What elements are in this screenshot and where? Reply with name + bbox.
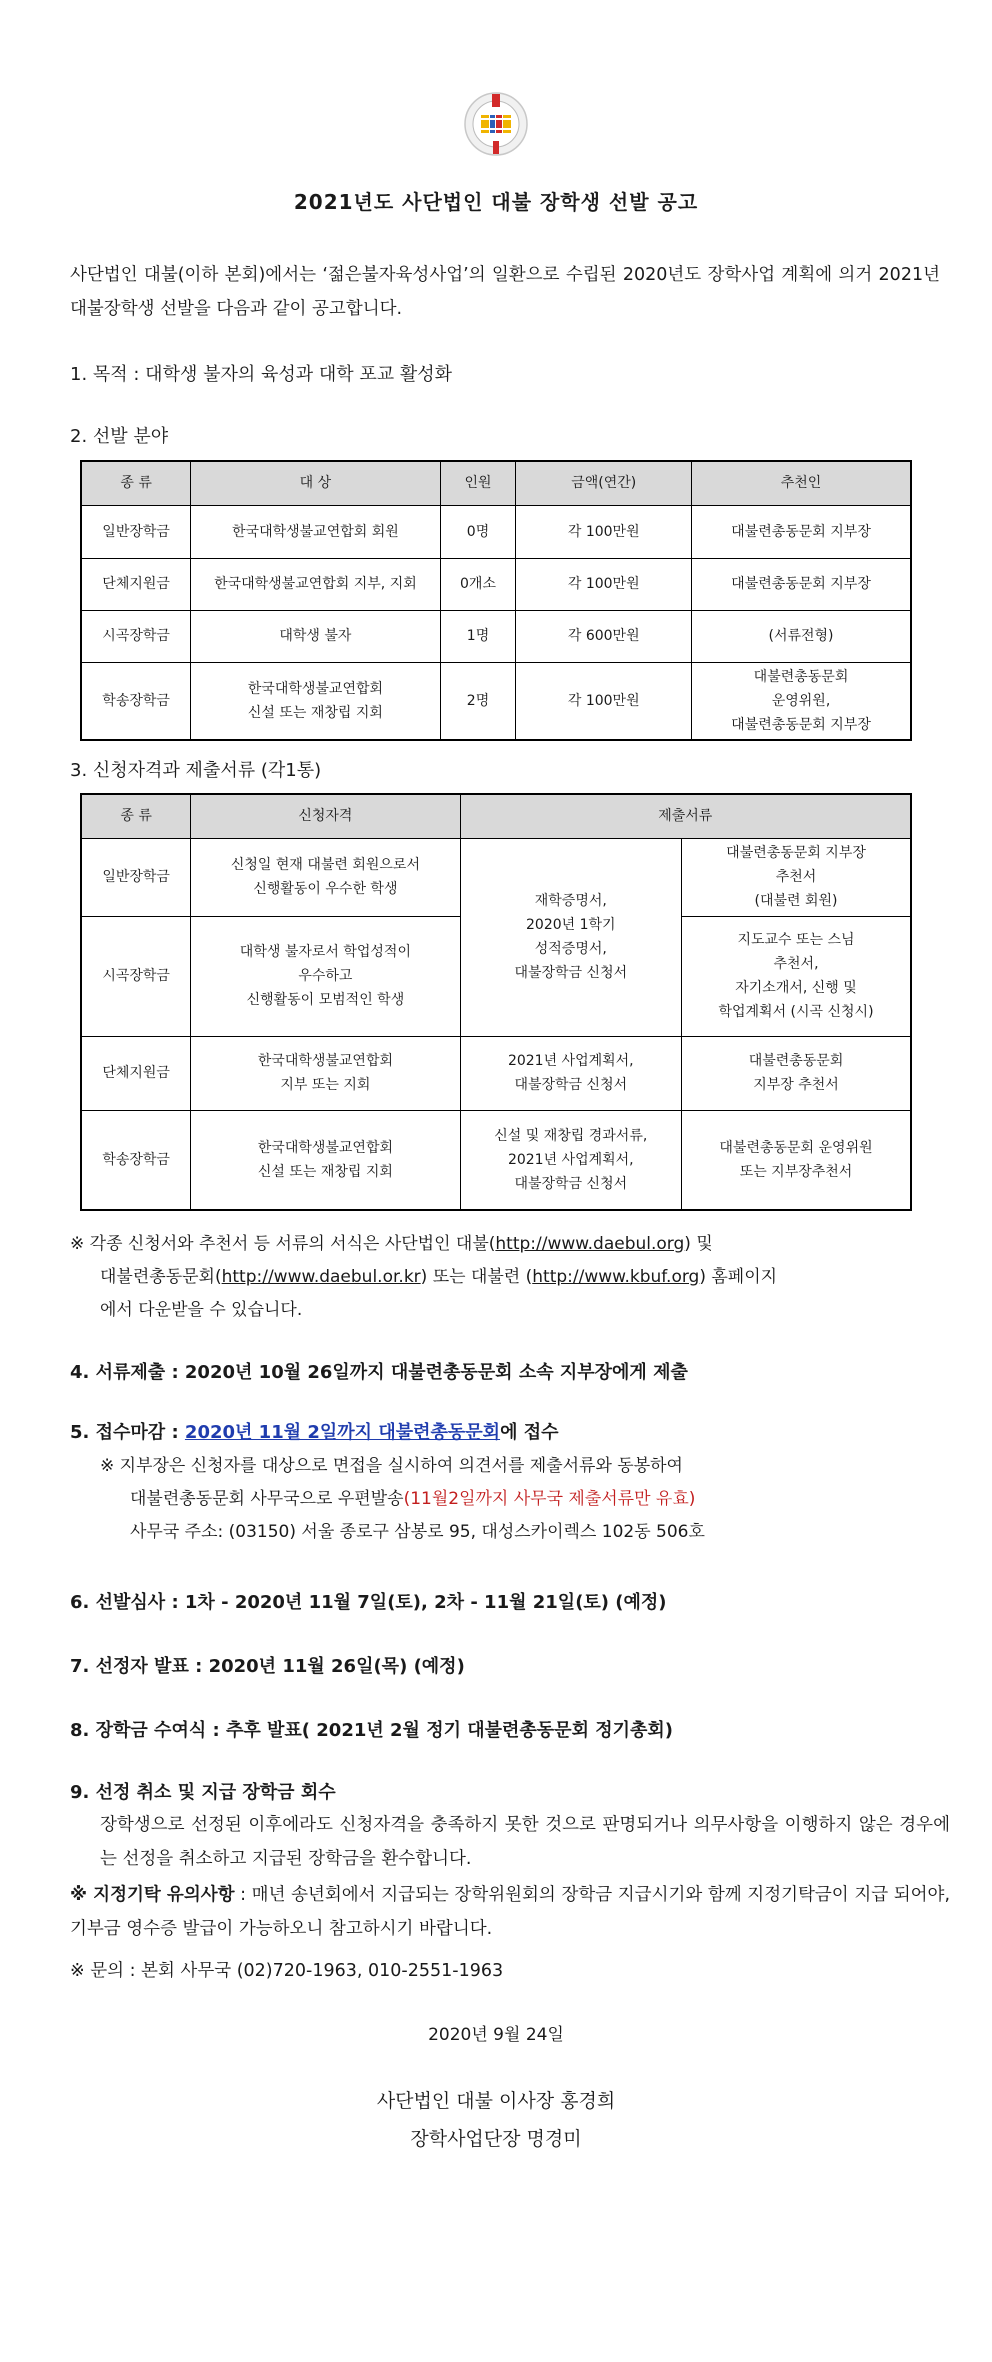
- fields-table: [80, 460, 912, 741]
- table-row: 학송장학금 한국대학생불교연합회 신설 또는 재창립 지회 신설 및 재창립 경과서류, 2021년 사업계획서, 대불장학금 신청서 대불련총동문회 운영위원 또는 지부장추천서: [81, 1110, 911, 1210]
- notice-title: 2021년도 사단법인 대불 장학생 선발 공고: [293, 190, 699, 214]
- section-deadline: 5. 접수마감 : 2020년 11월 2일까지 대불련총동문회에 접수: [70, 1422, 559, 1443]
- deadline-link[interactable]: 2020년 11월 2일까지 대불련총동문회: [184, 1422, 501, 1443]
- contact-info: ※ 문의 : 본회 사무국 (02)720-1963, 010-2551-1963: [70, 1961, 504, 1981]
- intro-paragraph: 사단법인 대불(이하 본회)에서는 ‘젊은불자육성사업’의 일환으로 수립된 2020년도 장학사업 계획에 의거 2021년 대불장학생 선발을 다음과 같이 공고합니다.: [70, 265, 940, 319]
- th-documents: 제출서류: [460, 794, 911, 838]
- notice-date: 2020년 9월 24일: [428, 2025, 564, 2045]
- section-eligibility: 3. 신청자격과 제출서류 (각1통): [70, 760, 322, 781]
- deadline-note: ※ 지부장은 신청자를 대상으로 면접을 실시하여 의견서를 제출서류와 동봉하여 대불련총동문회 사무국으로 우편발송(11월2일까지 사무국 제출서류만 유효) 사무국 주소: (03150) 서울 종로구 삼봉로 95, 대성스카이렉스 102동 506호: [100, 1456, 705, 1542]
- signature-director: 장학사업단장 명경미: [410, 2128, 582, 2150]
- table-row: 시곡장학금 대학생 불자 1명 각 600만원 (서류전형): [81, 610, 911, 662]
- table-row: 단체지원금 한국대학생불교연합회 지부, 지회 0개소 각 100만원 대불련총동문회 지부장: [81, 558, 911, 610]
- section-ceremony: 8. 장학금 수여식 : 추후 발표( 2021년 2월 정기 대불련총동문회 정기총회): [70, 1720, 673, 1741]
- table-row: 학송장학금 한국대학생불교연합회 신설 또는 재창립 지회 2명 각 100만원 대불련총동문회 운영위원, 대불련총동문회 지부장: [81, 662, 911, 740]
- daebul-link[interactable]: http://www.daebul.org: [495, 1234, 685, 1254]
- section-submission: 4. 서류제출 : 2020년 10월 26일까지 대불련총동문회 소속 지부장에게 제출: [70, 1362, 688, 1383]
- th-amount: 금액(연간): [516, 461, 692, 505]
- section-announcement: 7. 선정자 발표 : 2020년 11월 26일(목) (예정): [70, 1656, 465, 1677]
- eligibility-table: [80, 793, 912, 1211]
- th-recommender: 추천인: [692, 461, 911, 505]
- alumni-link[interactable]: http://www.daebul.or.kr: [221, 1267, 421, 1287]
- th-type: 종 류: [81, 461, 191, 505]
- th-type: 종 류: [81, 794, 191, 838]
- table-row: 일반장학금 한국대학생불교연합회 회원 0명 각 100만원 대불련총동문회 지부장: [81, 505, 911, 558]
- section-purpose: 1. 목적 : 대학생 불자의 육성과 대학 포교 활성화: [70, 364, 452, 385]
- kbuf-link[interactable]: http://www.kbuf.org: [532, 1267, 700, 1287]
- table-row: 단체지원금 한국대학생불교연합회 지부 또는 지회 2021년 사업계획서, 대불장학금 신청서 대불련총동문회 지부장 추천서: [81, 1036, 911, 1110]
- signature-chairman: 사단법인 대불 이사장 홍경희: [376, 2090, 616, 2112]
- forms-note: ※ 각종 신청서와 추천서 등 서류의 서식은 사단법인 대불(http://www.daebul.org) 및 대불련총동문회(http://www.daebul.or.kr) 또는 대불련 (http://www.kbuf.org) 홈페이지 에서 다운받을 수 있습니다.: [70, 1234, 778, 1320]
- daebul-logo-icon: [462, 90, 530, 158]
- section-review: 6. 선발심사 : 1차 - 2020년 11월 7일(토), 2차 - 11월 21일(토) (예정): [70, 1592, 667, 1613]
- table-row: 일반장학금 신청일 현재 대불련 회원으로서 신행활동이 우수한 학생 재학증명서, 2020년 1학기 성적증명서, 대불장학금 신청서 대불련총동문회 지부장 추천서 (대불련 회원): [81, 838, 911, 916]
- table-row: 시곡장학금 대학생 불자로서 학업성적이 우수하고 신행활동이 모범적인 학생 지도교수 또는 스님 추천서, 자기소개서, 신행 및 학업계획서 (시곡 신청시): [81, 916, 911, 1036]
- section-fields: 2. 선발 분야: [70, 426, 169, 447]
- cancellation-body: 장학생으로 선정된 이후에라도 신청자격을 충족하지 못한 것으로 판명되거나 의무사항을 이행하지 않은 경우에는 선정을 취소하고 지급된 장학금을 환수합니다.: [100, 1815, 950, 1869]
- th-target: 대 상: [191, 461, 440, 505]
- th-qualification: 신청자격: [191, 794, 460, 838]
- section-cancellation: 9. 선정 취소 및 지급 장학금 회수: [70, 1782, 336, 1803]
- th-count: 인원: [440, 461, 516, 505]
- designated-donation-note: ※ 지정기탁 유의사항 : 매년 송년회에서 지급되는 장학위원회의 장학금 지급시기와 함께 지정기탁금이 지급 되어야, 기부금 영수증 발급이 가능하오니 참고하시기 바랍니다.: [70, 1885, 951, 1939]
